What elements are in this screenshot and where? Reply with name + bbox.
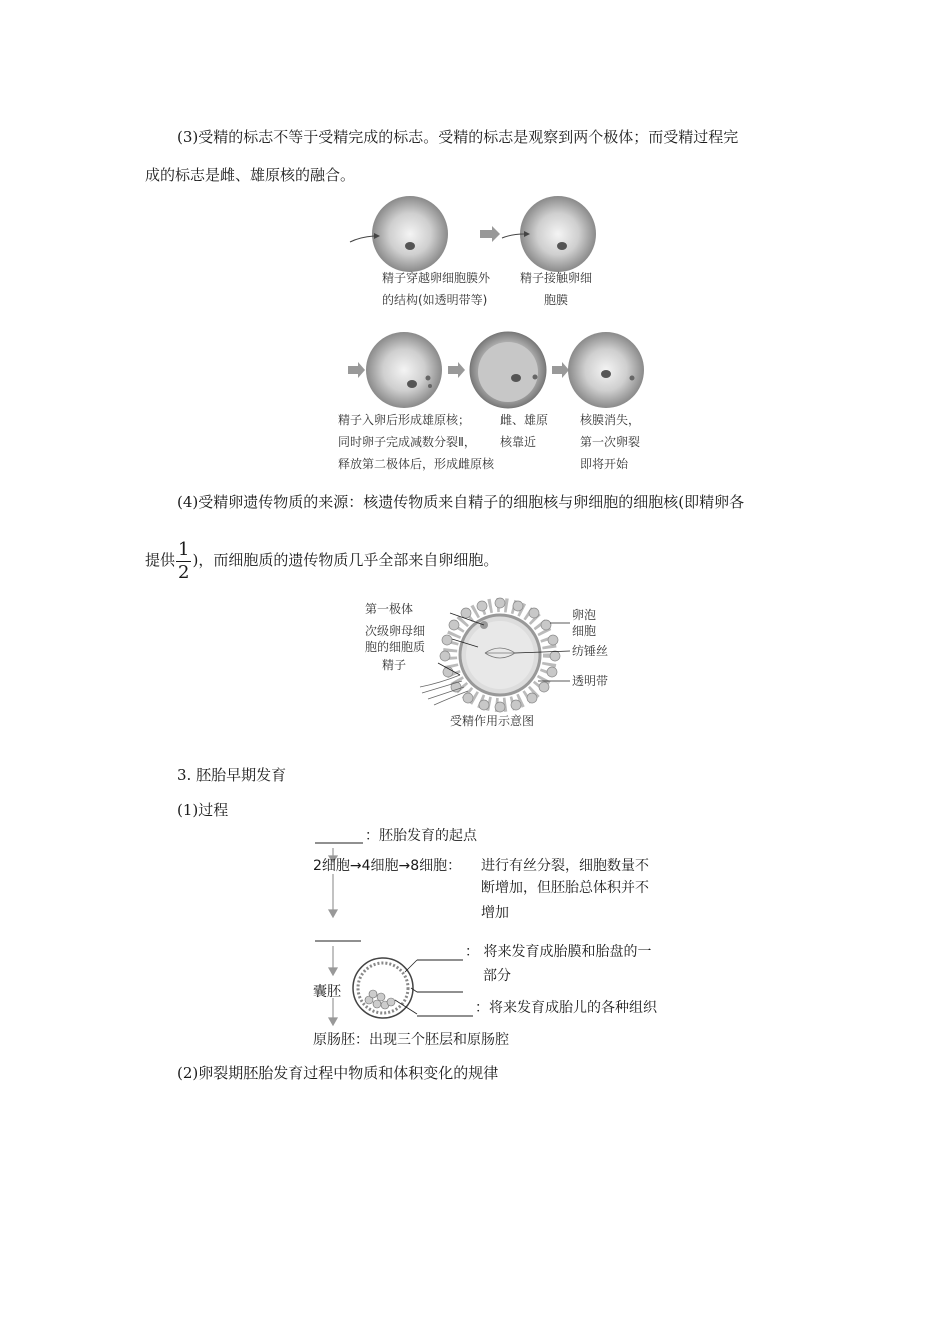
para-4-line-2 <box>145 540 807 582</box>
section-3-title: 3. 胚胎早期发育 <box>177 766 287 784</box>
embryo-development-flow <box>305 820 685 1055</box>
fraction-half <box>176 538 191 583</box>
label-secondary-oocyte-1: 次级卵母细 <box>365 624 426 638</box>
cap-a-line-1: 精子穿越卵细胞膜外 <box>382 271 491 285</box>
flow-gastrula: 原肠胚：出现三个胚层和原肠腔 <box>313 1032 509 1048</box>
cap-c-line-1: 精子入卵后形成雄原核； <box>338 413 471 427</box>
cap-d-line-1: 雌、雄原 <box>500 413 549 427</box>
oocyte-cytoplasm <box>466 621 534 689</box>
arrow-1 <box>480 226 500 242</box>
flow-cells: 2细胞→4细胞→8细胞： <box>313 858 462 874</box>
label-secondary-oocyte-2: 胞的细胞质 <box>365 640 426 654</box>
label-spindle: 纺锤丝 <box>572 644 609 658</box>
cap-b-line-2: 胞膜 <box>544 293 569 307</box>
arrow-3 <box>448 362 465 378</box>
cell-sperm-touching-membrane <box>502 196 596 272</box>
para-3-line-1: (3)受精的标志不等于受精完成的标志。受精的标志是观察到两个极体；而受精过程完 <box>177 128 739 146</box>
fraction-numerator: 1 <box>178 538 190 560</box>
flow-troph-desc-1: ： 将来发育成胎膜和胎盘的一 <box>465 944 652 960</box>
flow-cells-desc-1: 进行有丝分裂，细胞数量不 <box>481 858 649 874</box>
fertilization-diagram <box>360 595 660 735</box>
para-4-pre: 提供 <box>145 551 176 569</box>
flow-cells-desc-2: 断增加，但胚胎总体积并不 <box>481 880 649 896</box>
section-3-sub-2: (2)卵裂期胚胎发育过程中物质和体积变化的规律 <box>177 1064 499 1082</box>
cap-a-line-2: 的结构(如透明带等) <box>382 293 488 307</box>
arrow-2 <box>348 362 365 378</box>
label-first-polar-body: 第一极体 <box>365 602 414 616</box>
cell-pronuclei-forming <box>366 332 442 408</box>
cap-b-line-1: 精子接触卵细 <box>520 271 593 285</box>
section-3-sub-1: (1)过程 <box>177 801 229 819</box>
flow-start-desc: ：胚胎发育的起点 <box>365 828 477 844</box>
cap-d-line-2: 核靠近 <box>500 435 537 449</box>
cap-c-line-2: 同时卵子完成减数分裂Ⅱ， <box>338 435 476 449</box>
flow-icm-desc: ：将来发育成胎儿的各种组织 <box>475 1000 657 1016</box>
cap-e-line-3: 即将开始 <box>580 457 629 471</box>
para-3-line-2: 成的标志是雌、雄原核的融合。 <box>145 166 356 184</box>
flow-cells-desc-3: 增加 <box>481 905 509 921</box>
para-4-line-1: (4)受精卵遗传物质的来源：核遗传物质来自精子的细胞核与卵细胞的细胞核(即精卵各 <box>177 493 745 511</box>
cell-first-cleavage <box>568 332 644 408</box>
cell-sperm-passing-zona <box>350 196 448 272</box>
cap-c-line-3: 释放第二极体后，形成雌原核 <box>338 457 495 471</box>
label-follicle-1: 卵泡 <box>572 608 597 622</box>
fertilization-sequence-figure <box>330 192 650 477</box>
para-4-post: )，而细胞质的遗传物质几乎全部来自卵细胞。 <box>192 551 499 569</box>
blastocyst-icon <box>353 958 413 1018</box>
cap-e-line-1: 核膜消失， <box>580 413 641 427</box>
cap-e-line-2: 第一次卵裂 <box>580 435 641 449</box>
label-sperm: 精子 <box>382 658 407 672</box>
cell-pronuclei-approaching <box>470 332 546 408</box>
flow-blastocyst: 囊胚 <box>313 984 341 1000</box>
flow-troph-desc-2: 部分 <box>483 968 511 984</box>
fig2-caption: 受精作用示意图 <box>450 714 535 728</box>
label-follicle-2: 细胞 <box>572 624 597 638</box>
arrow-4 <box>552 362 569 378</box>
fraction-denominator: 2 <box>178 561 190 583</box>
label-zona-pellucida: 透明带 <box>572 674 609 688</box>
